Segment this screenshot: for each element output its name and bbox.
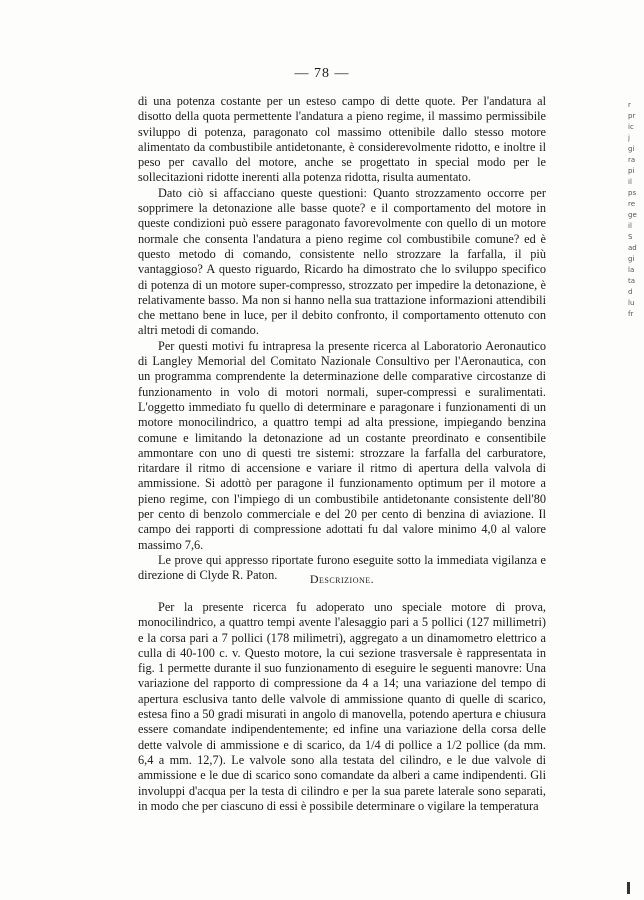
bleed-mark: il: [628, 178, 632, 186]
bleed-mark: d: [628, 288, 633, 296]
bleed-mark: r: [628, 101, 631, 109]
bleed-mark: ta: [628, 277, 636, 285]
bleed-mark: ic: [628, 123, 634, 131]
bleed-mark: pi: [628, 167, 635, 175]
bleed-mark: ps: [628, 189, 637, 197]
bleed-mark: fr: [628, 310, 634, 318]
bleed-mark: gi: [628, 145, 635, 153]
body-text-top: [138, 94, 546, 584]
bleed-through-margin: [628, 100, 638, 860]
bleed-mark: gi: [628, 255, 635, 263]
bleed-mark: j: [628, 134, 630, 142]
paragraph: di una potenza costante per un esteso campo di dette quote. Per l'andatura al disotto della quota permettente l'andatura a pieno regime, il massimo permissibile sviluppo di potenza, paragonato col massimo ottenibile dallo stesso motore alimentato da combustibile antidetonante, è considerevolmente ridotto, e inoltre il peso per cavallo del motore, anche se progettato in special modo per le sollecitazioni ridotte inerenti alla potenza ridotta, risulta aumentato.: [138, 94, 546, 185]
body-text-bottom: [138, 600, 546, 814]
bleed-mark: re: [628, 200, 636, 208]
section-heading: Descrizione.: [309, 572, 375, 586]
bleed-mark: ra: [628, 156, 636, 164]
bleed-mark: pr: [628, 112, 636, 120]
paragraph: Per la presente ricerca fu adoperato uno speciale motore di prova, monocilindrico, a quattro tempi avente l'alesaggio pari a 5 pollici (127 millimetri) e la corsa pari a 7 pollici (178 milimetri), aggregato a un dinamometro elettrico a culla di 40-100 c. v. Questo motore, la cui sezione trasversale è rappresentata in fig. 1 permette durante il suo funzionamento di eseguire le seguenti manovre: Una variazione del rapporto di compressione da 4 a 14; una variazione del tempo di apertura esclusiva tanto delle valvole di ammissione quanto di quelle di scarico, estesa fino a 50 gradi misurati in angolo di manovella, potendo apertura e chiusura essere comandate indipendentemente; ed infine una variazione della corsa delle dette valvole di ammissione e di scarico, da 1/4 di pollice a 1/2 pollice (da mm. 6,4 a mm. 12,7). Le valvole sono alla testata del cilindro, e le due valvole di ammissione e le due di scarico sono comandate da alberi a came indipendenti. Gli involuppi d'acqua per la testa di cilindro e per la sua parete laterale sono separati, in modo che per ciascuno di essi è possibile determinare o vigilare la temperatura: [138, 600, 546, 813]
bleed-mark: ad: [628, 244, 637, 252]
bleed-mark: ge: [628, 211, 637, 219]
page-number: — 78 —: [294, 66, 350, 81]
paragraph: Dato ciò si affacciano queste questioni: Quanto strozzamento occorre per sopprimere la detonazione alle basse quote? e il comportamento del motore in queste condizioni può essere paragonato favorevolmente con quello di un motore normale che consenta l'andatura a pieno regime col combustibile comune? ed è questo metodo di comando, consistente nello strozzare la farfalla, il più vantaggioso? A questo riguardo, Ricardo ha dimostrato che lo sviluppo specifico di potenza di un motore super-compresso, strozzato per impedire la detonazione, è relativamente basso. Ma non si hanno nella sua trattazione informazioni attendibili che mettano bene in luce, per il debito confronto, il comportamento ottenuto con altri metodi di comando.: [138, 185, 546, 338]
bleed-mark: il: [628, 222, 632, 230]
bleed-mark: la: [628, 266, 635, 274]
paragraph: Le prove qui appresso riportate furono eseguite sotto la immediata vigilanza e direzione di Clyde R. Paton.: [138, 552, 546, 583]
scan-edge-mark: [627, 882, 630, 894]
bleed-mark: lu: [628, 299, 635, 307]
bleed-mark: S: [628, 233, 633, 241]
paragraph: Per questi motivi fu intrapresa la presente ricerca al Laboratorio Aeronautico di Langley Memorial del Comitato Nazionale Consultivo per l'Aeronautica, con un programma comprendente la determinazione delle comparative circostanze di funzionamento in volo di motori normali, super-compressi e suralimentati. L'oggetto immediato fu quello di determinare e paragonare i funzionamenti di un motore monocilindrico, a quattro tempi ad alta pressione, impiegando benzina comune e limitando la detonazione ad un costante preordinato e consentibile ammontare con uno di questi tre sistemi: strozzare la farfalla del carburatore, ritardare il ritmo di accensione e variare il ritmo di apertura della valvola di ammissione. Si adottò per paragone il funzionamento optimum per il motore a pieno regime, con l'impiego di un combustibile antidetonante consistente dell'80 per cento di benzolo commerciale e del 20 per cento di benzina di aviazione. Il campo dei rapporti di compressione adottati fu dal valore minimo 4,0 al valore massimo 7,6.: [138, 338, 546, 552]
